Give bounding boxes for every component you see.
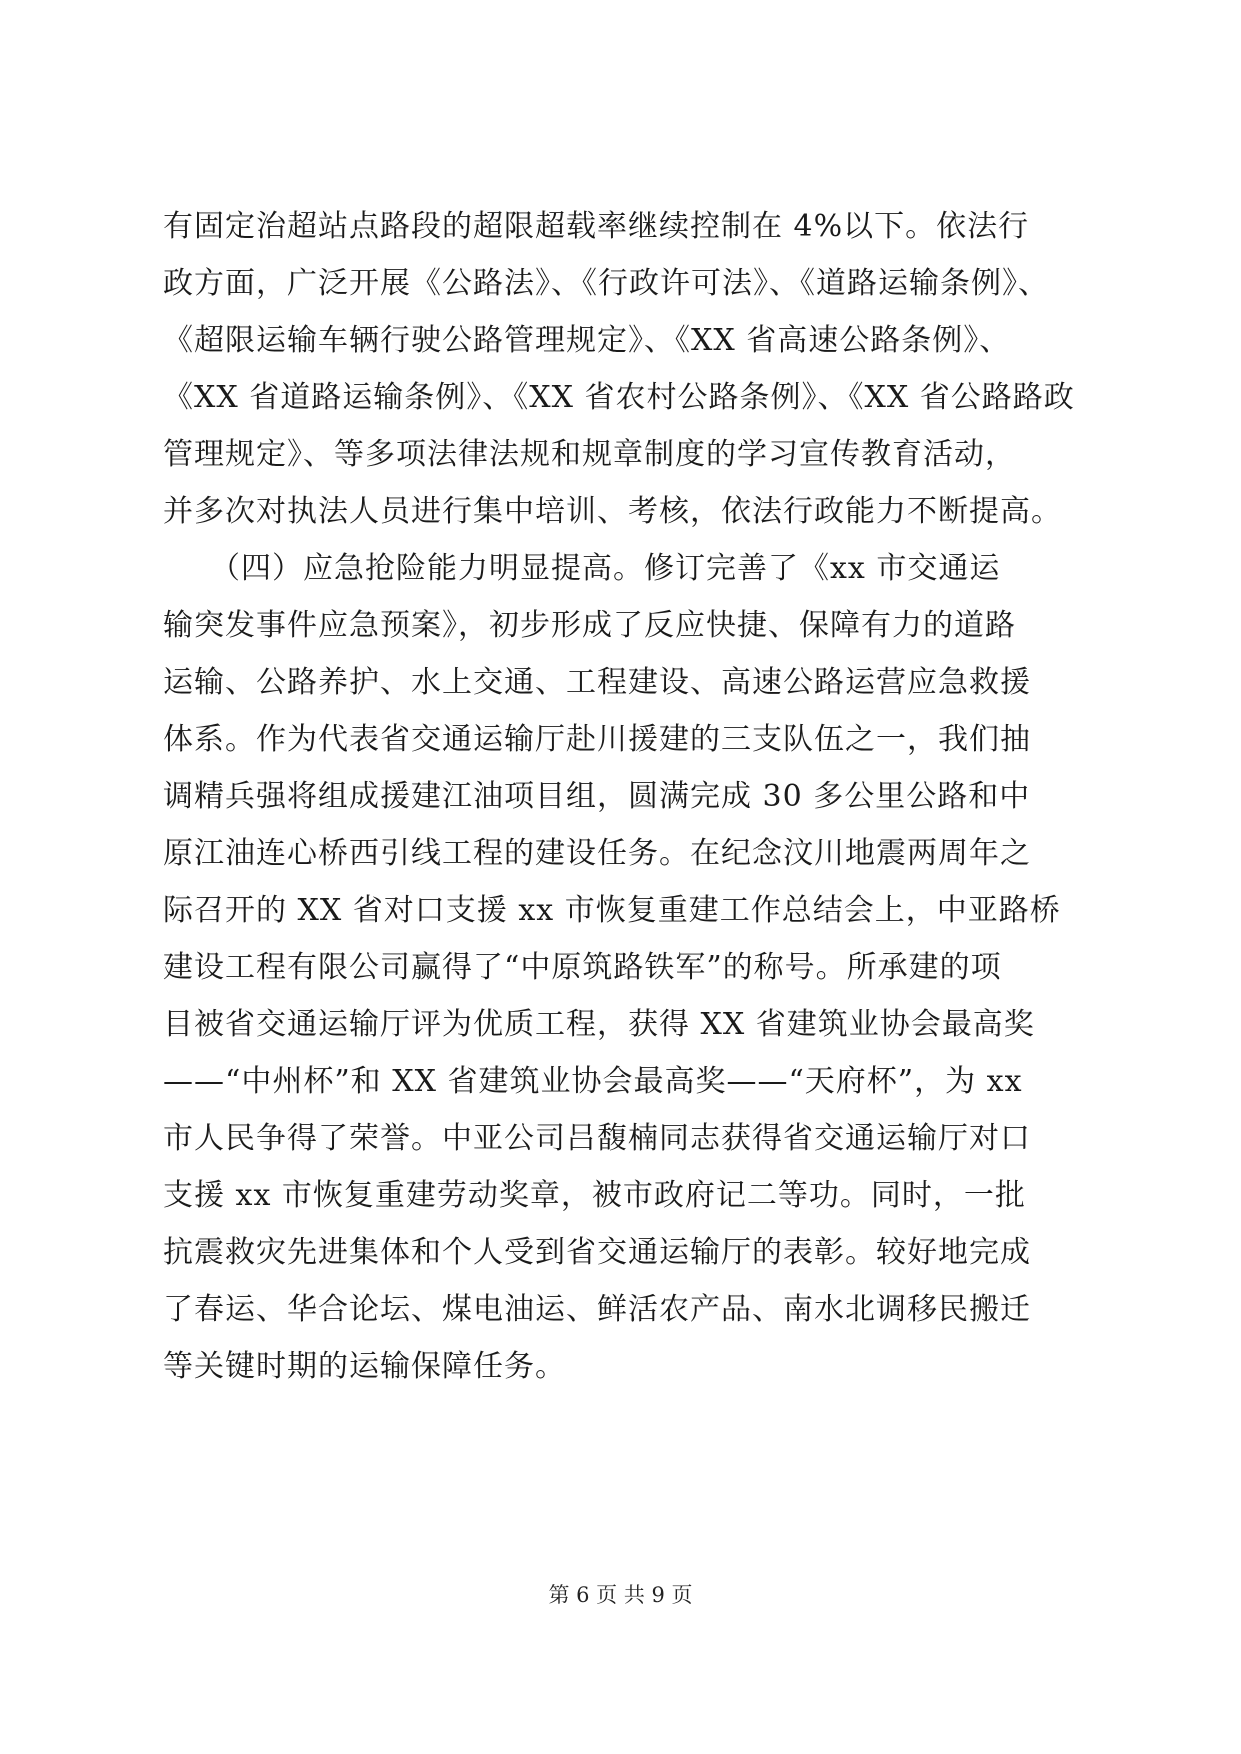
text-line: 市人民争得了荣誉。中亚公司吕馥楠同志获得省交通运输厅对口 — [163, 1121, 1031, 1156]
text-line: 政方面，广泛开展《公路法》、《行政许可法》、《道路运输条例》、 — [163, 266, 1049, 301]
text-line: ——“中州杯”和 XX 省建筑业协会最高奖——“天府杯”，为 xx — [163, 1064, 1023, 1099]
text-line: 了春运、华合论坛、煤电油运、鲜活农产品、南水北调移民搬迁 — [163, 1292, 1031, 1327]
text-line: 运输、公路养护、水上交通、工程建设、高速公路运营应急救援 — [163, 665, 1031, 700]
text-line: 目被省交通运输厅评为优质工程，获得 XX 省建筑业协会最高奖 — [163, 1007, 1035, 1042]
text-line: 抗震救灾先进集体和个人受到省交通运输厅的表彰。较好地完成 — [163, 1235, 1031, 1270]
text-line: 管理规定》、等多项法律法规和规章制度的学习宣传教育活动， — [163, 437, 1016, 472]
page-number-footer: 第 6 页 共 9 页 — [548, 1583, 693, 1607]
body-text — [163, 198, 1123, 1395]
text-line: 输突发事件应急预案》，初步形成了反应快捷、保障有力的道路 — [163, 608, 1016, 643]
text-line: 有固定治超站点路段的超限超载率继续控制在 4%以下。依法行 — [163, 209, 1030, 244]
text-line: 等关键时期的运输保障任务。 — [163, 1349, 566, 1384]
text-line: 《超限运输车辆行驶公路管理规定》、《XX 省高速公路条例》、 — [163, 323, 1011, 358]
text-line: 体系。作为代表省交通运输厅赴川援建的三支队伍之一，我们抽 — [163, 722, 1031, 757]
text-line: 际召开的 XX 省对口支援 xx 市恢复重建工作总结会上，中亚路桥 — [163, 893, 1061, 928]
text-line: 并多次对执法人员进行集中培训、考核，依法行政能力不断提高。 — [163, 494, 1062, 529]
text-line: 《XX 省道路运输条例》、《XX 省农村公路条例》、《XX 省公路路政 — [163, 380, 1075, 415]
text-line: 支援 xx 市恢复重建劳动奖章，被市政府记二等功。同时，一批 — [163, 1178, 1026, 1213]
text-line: （四）应急抢险能力明显提高。修订完善了《xx 市交通运 — [163, 551, 1001, 586]
text-line: 建设工程有限公司赢得了“中原筑路铁军”的称号。所承建的项 — [163, 950, 1002, 985]
text-line: 调精兵强将组成援建江油项目组，圆满完成 30 多公里公路和中 — [163, 779, 1031, 814]
text-line: 原江油连心桥西引线工程的建设任务。在纪念汶川地震两周年之 — [163, 836, 1031, 871]
